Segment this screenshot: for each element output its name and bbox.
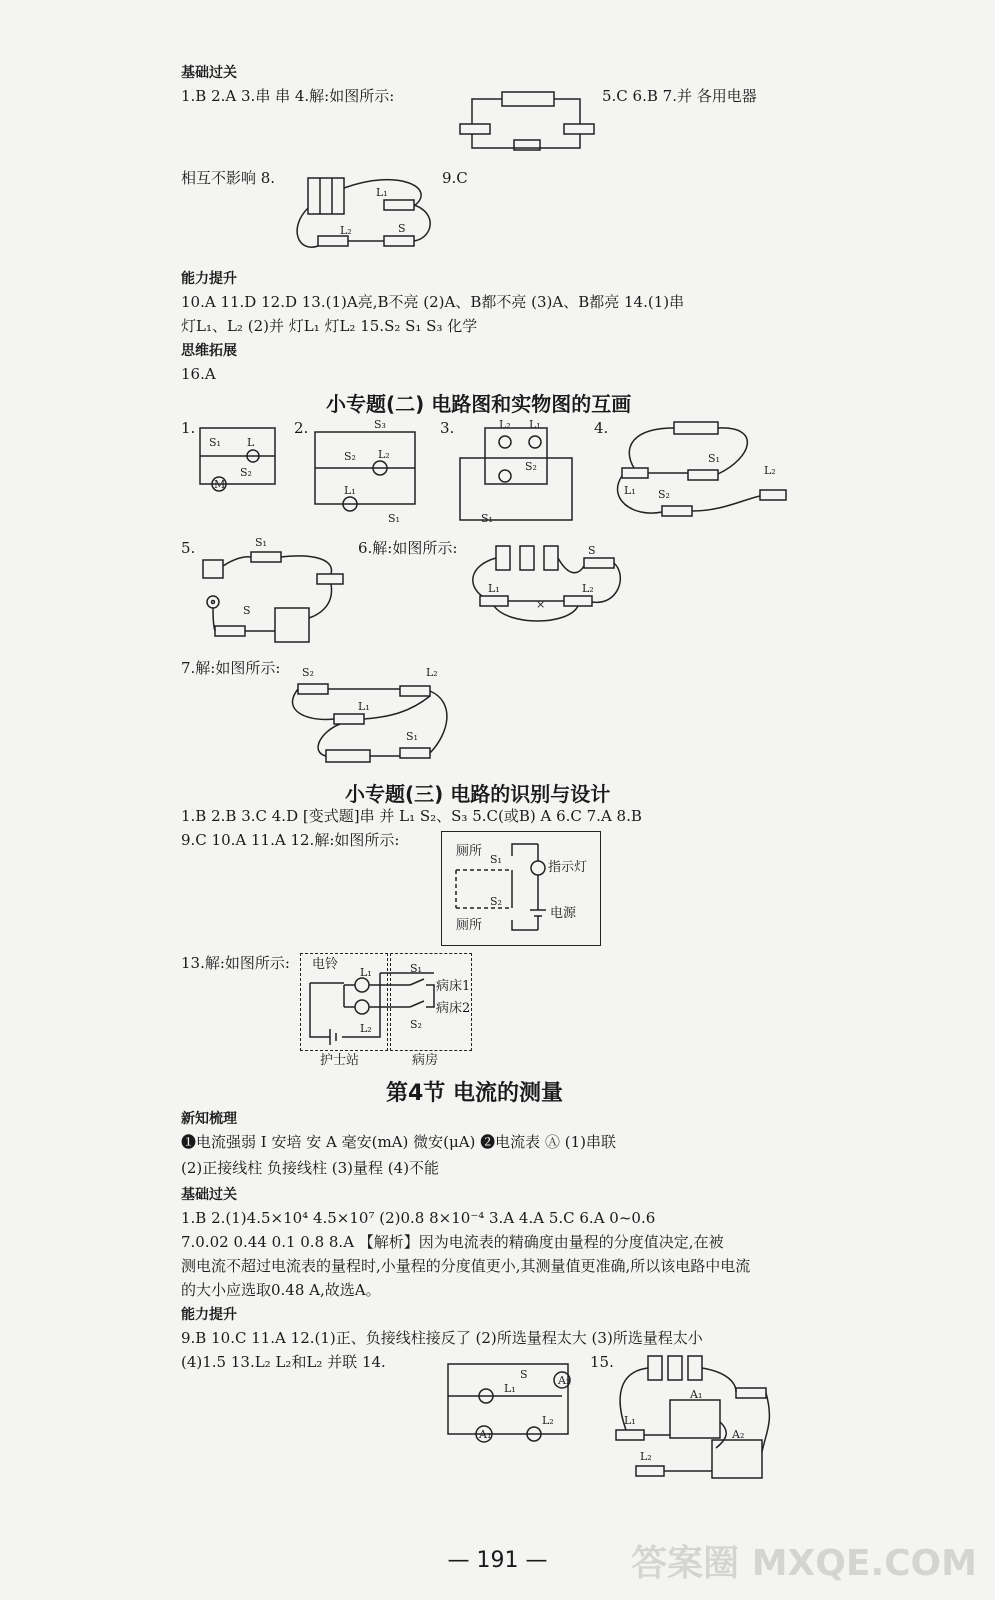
svg-text:L₁: L₁ <box>358 700 370 713</box>
svg-text:S₂: S₂ <box>240 466 252 479</box>
svg-text:S: S <box>398 222 406 235</box>
watermark-logo: 答案圈 MXQE.COM <box>631 1543 977 1584</box>
svg-text:L₁: L₁ <box>624 1414 636 1427</box>
circuit-figure-q13 <box>300 953 474 1069</box>
answer-line: 相互不影响 8. <box>181 169 276 187</box>
circuit-figure-q7 <box>290 662 455 772</box>
svg-text:S₂: S₂ <box>525 460 537 473</box>
svg-text:L₁: L₁ <box>376 186 388 199</box>
answer-line: 16.A <box>181 365 216 383</box>
circuit-figure-8 <box>288 168 438 260</box>
svg-text:S₂: S₂ <box>344 450 356 463</box>
svg-text:L₂: L₂ <box>582 582 594 595</box>
question-number: 1. <box>181 419 196 437</box>
svg-text:L₁: L₁ <box>504 1382 516 1395</box>
label-bed-1: 病床1 <box>436 979 471 994</box>
circuit-figure-q3 <box>455 418 577 526</box>
svg-text:S: S <box>520 1368 528 1381</box>
svg-text:L₂: L₂ <box>378 448 390 461</box>
circuit-figure-q15 <box>606 1352 776 1482</box>
question-number: 4. <box>594 419 609 437</box>
answer-line: 7.0.02 0.44 0.1 0.8 8.A 【解析】因为电流表的精确度由量程的分度值决定,在被 <box>181 1233 724 1251</box>
answer-line: 1.B 2.B 3.C 4.D [变式题]串 并 L₁ S₂、S₃ 5.C(或B) A 6.C 7.A 8.B <box>181 807 642 825</box>
svg-text:L₁: L₁ <box>529 418 541 431</box>
svg-text:S: S <box>588 544 596 557</box>
svg-text:L₂: L₂ <box>542 1414 554 1427</box>
svg-text:S₃: S₃ <box>374 418 386 431</box>
section-title: 小专题(二) 电路图和实物图的互画 <box>326 392 632 416</box>
svg-text:L₁: L₁ <box>624 484 636 497</box>
label-s2: S₂ <box>490 895 502 908</box>
svg-text:L: L <box>247 436 255 449</box>
svg-text:L₂: L₂ <box>499 418 511 431</box>
svg-text:S₁: S₁ <box>388 512 400 525</box>
circuit-figure-q2 <box>310 418 422 525</box>
label-toilet-1: 厕所 <box>456 844 483 859</box>
label-l2: L₂ <box>360 1022 372 1035</box>
watermark <box>631 1535 977 1586</box>
answer-line: 灯L₁、L₂ (2)并 灯L₁ 灯L₂ 15.S₂ S₁ S₃ 化学 <box>181 317 478 335</box>
label-s2: S₂ <box>410 1018 422 1031</box>
svg-text:A₁: A₁ <box>690 1388 703 1401</box>
question-number: 6.解:如图所示: <box>358 539 458 557</box>
circuit-figure-4 <box>452 84 602 156</box>
svg-text:S₂: S₂ <box>658 488 670 501</box>
svg-text:L₁: L₁ <box>344 484 356 497</box>
circuit-figure-q6 <box>468 536 628 632</box>
label-toilet-2: 厕所 <box>456 918 483 933</box>
svg-text:S₁: S₁ <box>406 730 418 743</box>
answer-line: 测电流不超过电流表的量程时,小量程的分度值更小,其测量值更准确,所以该电路中电流 <box>181 1257 751 1275</box>
svg-text:×: × <box>536 598 546 611</box>
answer-line: 1.B 2.(1)4.5×10⁴ 4.5×10⁷ (2)0.8 8×10⁻⁴ 3.A 4.A 5.C 6.A 0~0.6 <box>181 1209 656 1227</box>
svg-text:S₁: S₁ <box>481 512 493 525</box>
label-bed-2: 病床2 <box>436 1001 471 1016</box>
svg-text:M: M <box>214 478 226 491</box>
label-power: 电源 <box>550 906 577 921</box>
section-title: 小专题(三) 电路的识别与设计 <box>345 782 611 806</box>
answer-line: 10.A 11.D 12.D 13.(1)A亮,B不亮 (2)A、B都不亮 (3)A、B都亮 14.(1)串 <box>181 293 685 311</box>
svg-text:S: S <box>243 604 251 617</box>
label-ward: 病房 <box>412 1053 439 1068</box>
heading-expand: 思维拓展 <box>181 343 237 359</box>
answer-line: 9.B 10.C 11.A 12.(1)正、负接线柱接反了 (2)所选量程太大 (3)所选量程太小 <box>181 1329 703 1347</box>
label-s1: S₁ <box>490 853 502 866</box>
label-l1: L₁ <box>360 966 372 979</box>
answer-line: 的大小应选取0.48 A,故选A。 <box>181 1281 381 1299</box>
heading-basic: 基础过关 <box>181 65 237 81</box>
svg-text:L₂: L₂ <box>340 224 352 237</box>
question-number: 3. <box>440 419 455 437</box>
answer-line: ❶电流强弱 I 安培 安 A 毫安(mA) 微安(μA) ❷电流表 Ⓐ (1)串联 <box>181 1133 616 1151</box>
label-s1: S₁ <box>410 962 422 975</box>
svg-text:A₂: A₂ <box>732 1428 745 1441</box>
circuit-figure-q5 <box>195 538 355 648</box>
circuit-figure-q4 <box>612 418 792 530</box>
heading-new: 新知梳理 <box>181 1111 237 1127</box>
svg-text:A₁: A₁ <box>479 1428 492 1441</box>
page-number: — 191 — <box>447 1548 548 1573</box>
answer-line: 9.C <box>442 169 468 187</box>
svg-text:L₂: L₂ <box>764 464 776 477</box>
answer-line: 15. <box>590 1353 614 1371</box>
question-number: 2. <box>294 419 309 437</box>
svg-text:S₁: S₁ <box>209 436 221 449</box>
heading-basic: 基础过关 <box>181 1187 237 1203</box>
svg-text:S₂: S₂ <box>302 666 314 679</box>
answer-line: (2)正接线柱 负接线柱 (3)量程 (4)不能 <box>181 1159 440 1177</box>
svg-text:S₁: S₁ <box>708 452 720 465</box>
answer-line: 13.解:如图所示: <box>181 954 290 972</box>
label-indicator-lamp: 指示灯 <box>548 860 588 875</box>
label-bell: 电铃 <box>312 957 339 972</box>
circuit-figure-q12 <box>441 831 601 946</box>
svg-text:S₁: S₁ <box>255 536 267 549</box>
question-number: 5. <box>181 539 196 557</box>
answer-line: (4)1.5 13.L₂ L₂和L₂ 并联 14. <box>181 1353 386 1371</box>
answer-line: 5.C 6.B 7.并 各用电器 <box>602 87 757 105</box>
heading-ability: 能力提升 <box>181 1307 237 1323</box>
label-nurse-station: 护士站 <box>320 1053 360 1068</box>
heading-ability: 能力提升 <box>181 271 237 287</box>
circuit-figure-q14 <box>444 1356 576 1444</box>
question-number: 7.解:如图所示: <box>181 659 281 677</box>
svg-text:L₂: L₂ <box>426 666 438 679</box>
svg-text:A₂: A₂ <box>558 1374 571 1387</box>
circuit-figure-q1 <box>195 420 285 498</box>
answer-line: 9.C 10.A 11.A 12.解:如图所示: <box>181 831 400 849</box>
svg-text:L₁: L₁ <box>488 582 500 595</box>
section-title: 第4节 电流的测量 <box>386 1081 563 1106</box>
svg-text:L₂: L₂ <box>640 1450 652 1463</box>
answer-line: 1.B 2.A 3.串 串 4.解:如图所示: <box>181 87 395 105</box>
